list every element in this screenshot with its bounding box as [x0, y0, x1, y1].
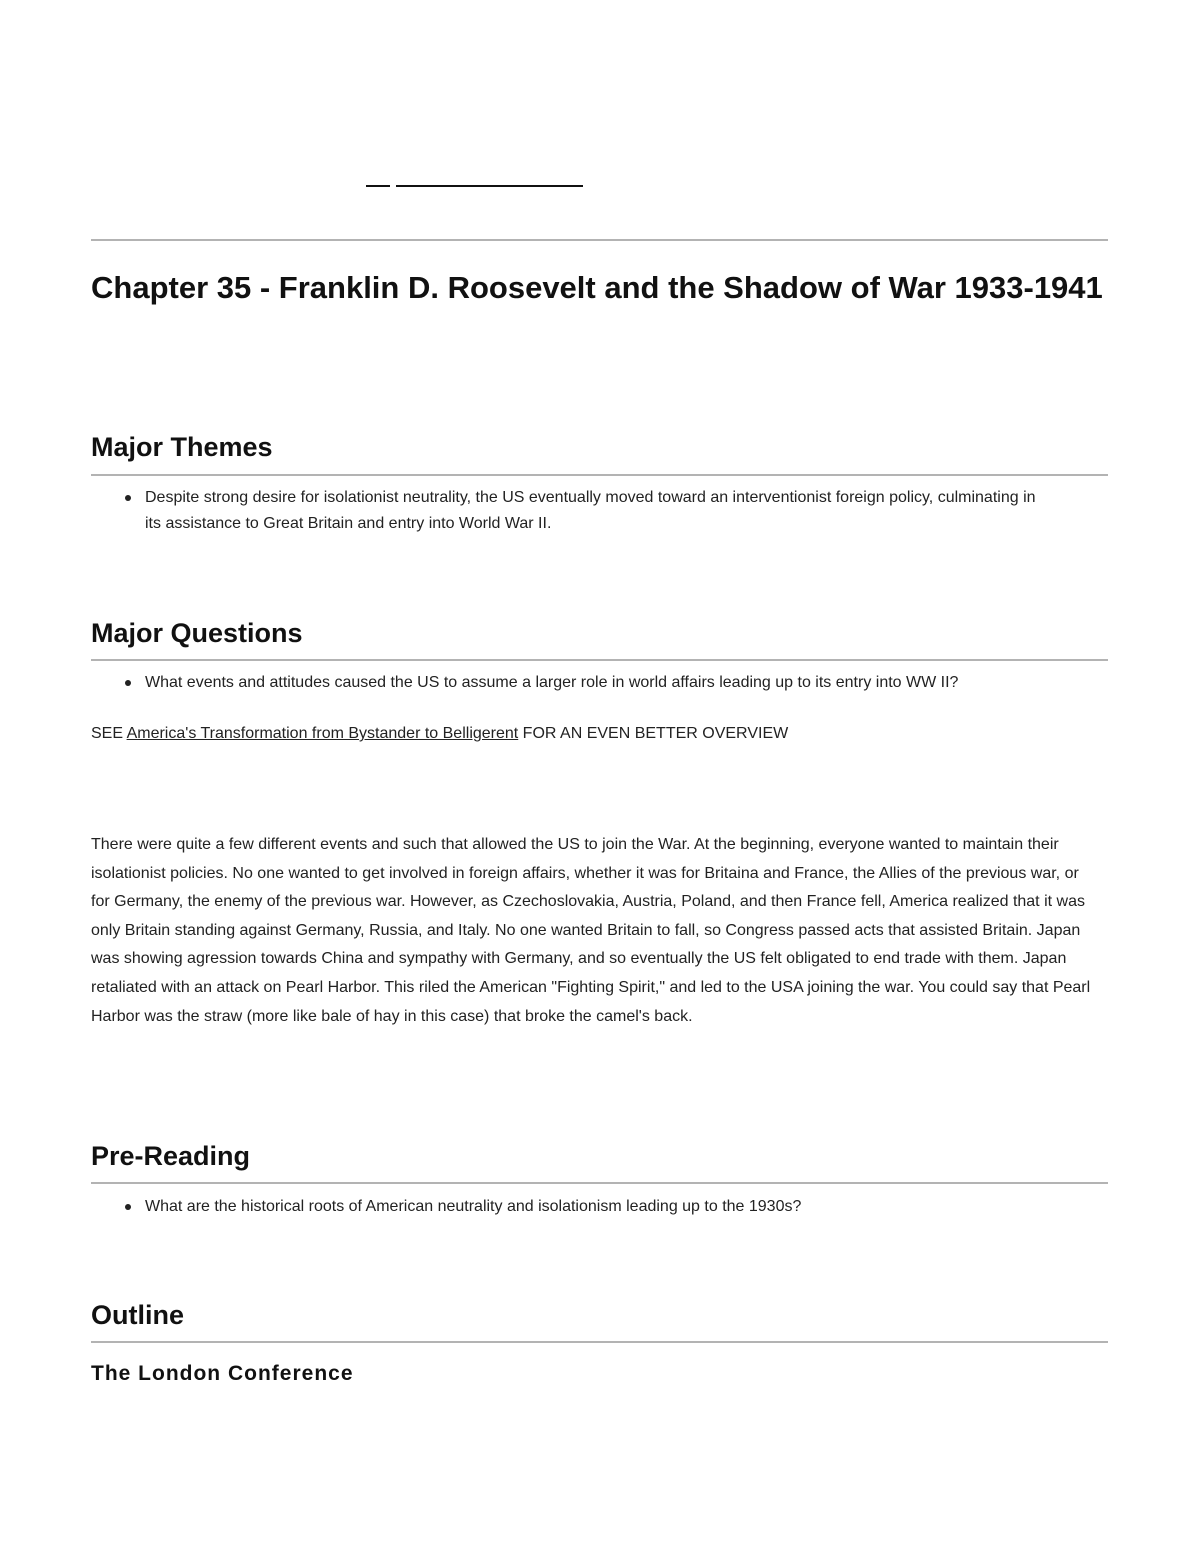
see-prefix: SEE [91, 725, 127, 742]
pre-reading-divider [91, 1182, 1108, 1184]
major-themes-heading: Major Themes [91, 432, 273, 462]
outline-divider [91, 1341, 1108, 1343]
outline-heading: Outline [91, 1300, 184, 1330]
bullet-icon [125, 1204, 131, 1210]
major-questions-item-text: What events and attitudes caused the US to assume a larger role in world affairs leading up to its entry into WW II? [145, 674, 959, 691]
major-questions-heading: Major Questions [91, 618, 303, 648]
major-questions-list [91, 670, 1051, 696]
bullet-icon [125, 680, 131, 686]
see-also-line [91, 720, 1101, 749]
pre-reading-heading: Pre-Reading [91, 1141, 251, 1171]
major-themes-item-text: Despite strong desire for isolationist neutrality, the US eventually moved toward an interventionist foreign policy, culminating in its assistance to Great Britain and entry into World War II. [145, 489, 1036, 532]
major-themes-divider [91, 474, 1108, 476]
overview-link[interactable]: America's Transformation from Bystander to Belligerent [126, 725, 519, 742]
overview-paragraph: There were quite a few different events and such that allowed the US to join the War. At the beginning, everyone wanted to maintain their isolationist policies. No one wanted to get involved in foreign affairs, whether it was for Britaina and France, the Allies of the previous war, or for Germany, the enemy of the previous war. However, as Czechoslovakia, Austria, Poland, and then France fell, America realized that it was only Britain standing against Germany, Russia, and Italy. No one wanted Britain to fall, so Congress passed acts that assisted Britain. Japan was showing agression towards China and sympathy with Germany, and so eventually the US felt obligated to end trade with them. Japan retaliated with an attack on Pearl Harbor. This riled the American "Fighting Spirit," and led to the USA joining the war. You could say that Pearl Harbor was the straw (more like bale of hay in this case) that broke the camel's back. [91, 836, 1091, 1025]
top-underline-short [366, 185, 390, 187]
list-item [91, 485, 1051, 537]
list-item [91, 1194, 1051, 1220]
list-item [91, 670, 1051, 696]
top-underline-long [396, 185, 583, 187]
major-themes-list [91, 485, 1051, 537]
title-divider [91, 239, 1108, 241]
major-questions-divider [91, 659, 1108, 661]
outline-subheading: The London Conference [91, 1362, 354, 1385]
pre-reading-item-text: What are the historical roots of American neutrality and isolationism leading up to the 1930s? [145, 1198, 802, 1215]
pre-reading-list [91, 1194, 1051, 1220]
page-title: Chapter 35 - Franklin D. Roosevelt and the Shadow of War 1933-1941 [91, 270, 1103, 305]
see-suffix: FOR AN EVEN BETTER OVERVIEW [518, 725, 789, 742]
bullet-icon [125, 495, 131, 501]
